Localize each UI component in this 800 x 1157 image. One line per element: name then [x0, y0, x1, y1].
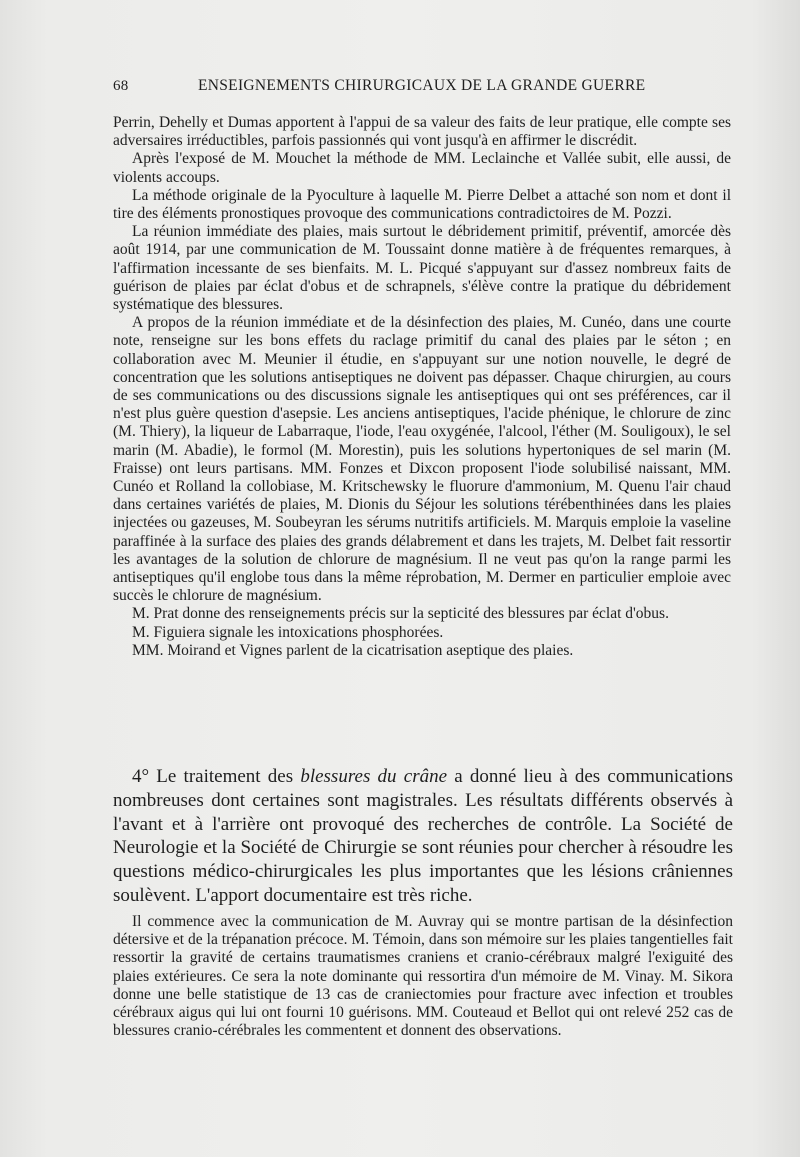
paragraph-reunion-immediate: La réunion immédiate des plaies, mais surtout le débridement primitif, préventif, amorcée dès août 1914, par une communication de M. Toussaint donne matière à de fréquentes remarques, à l'affirmation incessante de ses bienfaits. M. L. Picqué s'appuyant sur d'assez nombreux faits de guérison de plaies par éclat d'obus et de schrapnels, s'élève contre la pratique du débridement systématique des blessures.: [113, 223, 731, 314]
section-4-lead: 4° Le traitement des: [132, 766, 301, 787]
paragraph-moirand: MM. Moirand et Vignes parlent de la cicatrisation aseptique des plaies.: [132, 641, 574, 659]
paragraph-prat: M. Prat donne des renseignements précis sur la septicité des blessures par éclat d'obus.: [132, 605, 669, 623]
header-title: ENSEIGNEMENTS CHIRURGICAUX DE LA GRANDE GUERRE: [198, 77, 646, 94]
paragraph-antiseptiques: A propos de la réunion immédiate et de la désinfection des plaies, M. Cunéo, dans une courte note, renseigne sur les bons effets du raclage primitif du canal des plaies par le séton ; en collaboration avec M. Meunier il étudie, en s'appuyant sur une notion nouvelle, le degré de concentration que les solutions antiseptiques ne doivent pas dépasser. Chaque chirurgien, au cours de ses communications ou des discussions signale les antiseptiques qui ont ses préférences, car il n'est plus guère question d'asepsie. Les anciens antiseptiques, l'acide phénique, le chlorure de zinc (M. Thiery), la liqueur de Labarraque, l'iode, l'eau oxygénée, l'alcool, l'éther (M. Souligoux), le sel marin (M. Abadie), le formol (M. Morestin), puis les solutions hypertoniques de sel marin (M. Fraisse) ont leurs partisans. MM. Fonzes et Dixcon proposent l'iode solubilisé naissant, MM. Cunéo et Rolland la collobiase, M. Kritschewsky le fluorure d'ammonium, M. Quenu l'air chaud dans certaines variétés de plaies, M. Dionis du Séjour les solutions térébenthinées dans les plaies injectées ou gazeuses, M. Soubeyran les sérums nutritifs artificiels. M. Marquis emploie la vaseline paraffinée à la surface des plaies des grands délabrement et dans les trajets, M. Delbet fait ressortir les avantages de la solution de chlorure de magnésium. Il ne veut pas qu'on la range parmi les antiseptiques qu'il englobe tous dans la même réprobation, M. Dermer en particulier emploie avec succès le chlorure de magnésium.: [113, 314, 731, 605]
paragraph-pyoculture: La méthode originale de la Pyoculture à laquelle M. Pierre Delbet a attaché son nom et dont il tire des éléments pronostiques provoque des communications contradictoires de M. Pozzi.: [113, 186, 731, 223]
paragraph-section-4: [113, 765, 733, 908]
page-number: 68: [113, 78, 129, 94]
section-4-emphasis: blessures du crâne: [300, 766, 448, 787]
paragraph-figuiera: M. Figuiera signale les intoxications phosphorées.: [132, 623, 444, 641]
section-4-crane: [113, 765, 733, 908]
small-type-section: [113, 114, 731, 660]
paragraph-dehelly: Perrin, Dehelly et Dumas apportent à l'appui de sa valeur des faits de leur pratique, elle compte ses adversaires irréductibles, parfois passionnés qui vont jusqu'à en affirmer le discrédit.: [113, 114, 731, 150]
paragraph-mouchet: Après l'exposé de M. Mouchet la méthode de MM. Leclainche et Vallée subit, elle aussi, de violents accoups.: [113, 150, 731, 186]
small-type-section-2: [113, 913, 733, 1040]
paragraph-auvray: Il commence avec la communication de M. Auvray qui se montre partisan de la désinfection détersive et de la trépanation précoce. M. Témoin, dans son mémoire sur les plaies tangentielles fait ressortir la gravité de certains traumatismes craniens et cranio-cérébraux malgré l'exiguité des plaies extérieures. Ce sera la note dominante qui ressortira d'un mémoire de M. Vinay. M. Sikora donne une belle statistique de 13 cas de craniectomies pour fracture avec infection et troubles cérébraux aigus qui lui ont fourni 10 guérisons. MM. Couteaud et Bellot qui ont relevé 252 cas de blessures cranio-cérébrales les commentent et donnent des observations.: [113, 913, 733, 1040]
section-4-rest: a donné lieu à des communications nombreuses dont certaines sont magistrales. Les résultats différents observés à l'avant et à l'arrière ont provoqué des recherches de contrôle. La Société de Neurologie et la Société de Chirurgie se sont réunies pour chercher à résoudre les questions médico-chirurgicales les plus importantes que les lésions crâniennes soulèvent. L'apport documentaire est très riche.: [113, 766, 733, 906]
